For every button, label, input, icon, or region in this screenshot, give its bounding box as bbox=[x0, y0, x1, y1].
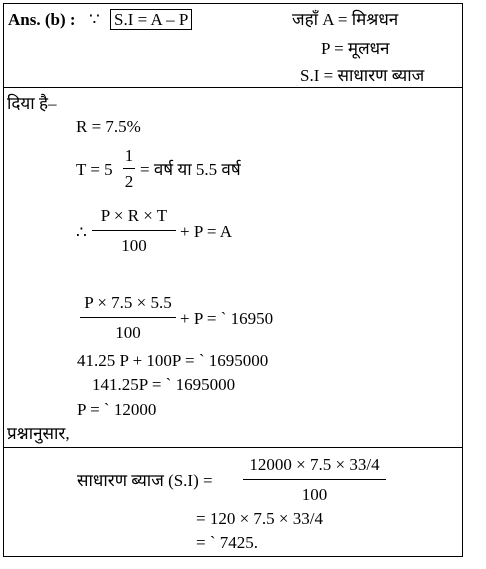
time-fraction-num: 1 bbox=[124, 146, 134, 165]
eq2-rest: + P = ` 16950 bbox=[180, 309, 274, 328]
given-heading: दिया है– bbox=[7, 94, 57, 113]
time-fraction bbox=[123, 147, 135, 190]
eq1-fraction bbox=[92, 207, 176, 254]
time-prefix: T = 5 bbox=[76, 160, 113, 179]
eq2-num: P × 7.5 × 5.5 bbox=[84, 293, 172, 312]
eq2-fraction bbox=[80, 294, 176, 341]
time-fraction-bar bbox=[123, 168, 135, 169]
si-fraction bbox=[243, 456, 386, 503]
step-2: 141.25P = ` 1695000 bbox=[92, 375, 236, 394]
because-symbol: ∵ bbox=[89, 10, 100, 29]
rate-line: R = 7.5% bbox=[76, 117, 141, 136]
step-1: 41.25 P + 100P = ` 1695000 bbox=[77, 351, 269, 370]
question-heading: प्रश्नानुसार, bbox=[7, 424, 70, 443]
eq1-den: 100 bbox=[121, 236, 147, 255]
time-suffix: = वर्ष या 5.5 वर्ष bbox=[140, 160, 241, 179]
si-den: 100 bbox=[301, 485, 328, 504]
eq1-rest: + P = A bbox=[180, 222, 233, 241]
eq2-bar bbox=[80, 317, 176, 318]
divider-2 bbox=[3, 447, 463, 448]
step-3: P = ` 12000 bbox=[77, 400, 157, 419]
where-line-3: S.I = साधारण ब्याज bbox=[300, 66, 425, 85]
time-fraction-den: 2 bbox=[124, 172, 134, 191]
answer-label: Ans. (b) : bbox=[8, 10, 76, 29]
divider bbox=[3, 87, 463, 88]
si-bar bbox=[243, 479, 386, 480]
where-line-2: P = मूलधन bbox=[321, 39, 390, 58]
where-line-1: जहाँ A = मिश्रधन bbox=[292, 10, 399, 29]
si-num: 12000 × 7.5 × 33/4 bbox=[249, 455, 380, 474]
eq1-bar bbox=[92, 230, 176, 231]
si-line-3: = ` 7425. bbox=[196, 533, 258, 552]
si-label: साधारण ब्याज (S.I) = bbox=[77, 471, 213, 490]
eq1-num: P × R × T bbox=[100, 206, 168, 225]
si-line-2: = 120 × 7.5 × 33/4 bbox=[196, 509, 323, 528]
eq2-den: 100 bbox=[115, 323, 141, 342]
therefore-symbol: ∴ bbox=[76, 223, 87, 242]
formula-box: S.I = A – P bbox=[110, 9, 192, 30]
